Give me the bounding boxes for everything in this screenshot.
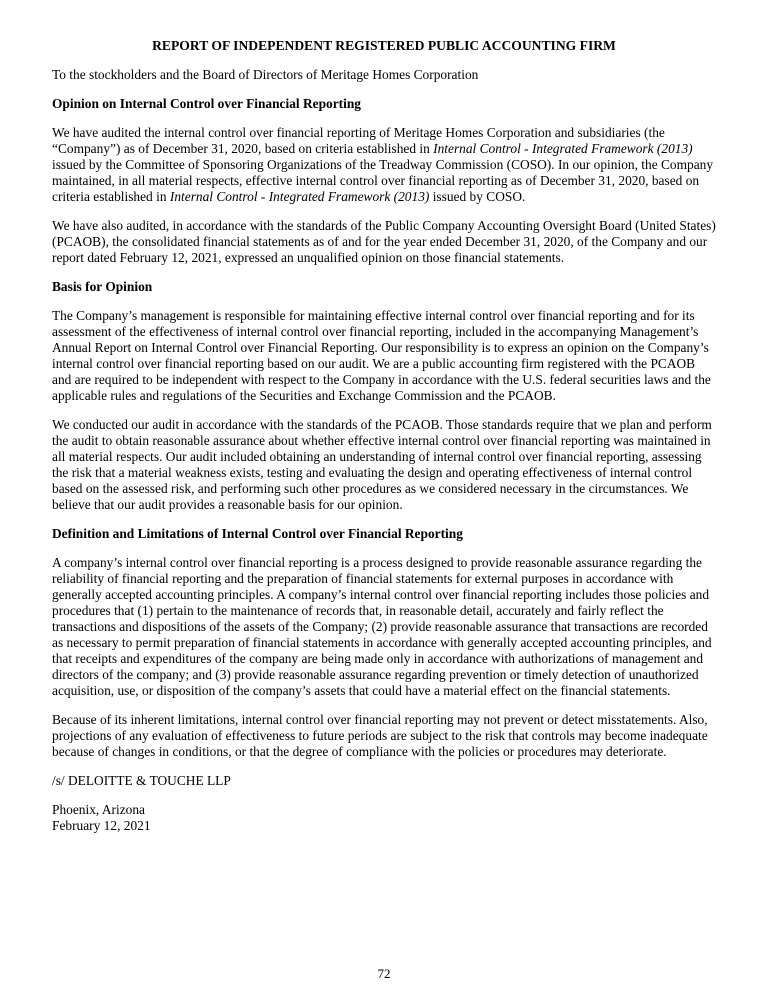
salutation: To the stockholders and the Board of Directors of Meritage Homes Corporation (52, 67, 479, 82)
page-number: 72 (377, 966, 391, 981)
heading-basis-for-opinion: Basis for Opinion (52, 279, 153, 294)
paragraph-basis-1: The Company’s management is responsible for maintaining effective internal control over financial reporting and for its assessment of the effectiveness of internal control over financial reporting, included in the accompanying Management’s Annual Report on Internal Control over Financial Reporting. Our responsibility is to express an opinion on the Company’s internal control over financial reporting based on our audit. We are a public accounting firm registered with the PCAOB and are required to be independent with respect to the Company in accordance with the U.S. federal securities laws and the applicable rules and regulations of the Securities and Exchange Commission and the PCAOB. (52, 308, 711, 403)
signature-date: February 12, 2021 (52, 818, 151, 833)
signature-address-block (52, 802, 716, 834)
signature-location: Phoenix, Arizona (52, 802, 145, 817)
report-title: REPORT OF INDEPENDENT REGISTERED PUBLIC ACCOUNTING FIRM (152, 38, 616, 53)
paragraph-definition-1: A company’s internal control over financial reporting is a process designed to provide reasonable assurance regarding the reliability of financial reporting and the preparation of financial statements for external purposes in accordance with generally accepted accounting principles. A company’s internal control over financial reporting includes those policies and procedures that (1) pertain to the maintenance of records that, in reasonable detail, accurately and fairly reflect the transactions and dispositions of the assets of the Company; (2) provide reasonable assurance that transactions are recorded as necessary to permit preparation of financial statements in accordance with generally accepted accounting principles, and that receipts and expenditures of the company are being made only in accordance with authorizations of management and directors of the company; and (3) provide reasonable assurance regarding prevention or timely detection of unauthorized acquisition, use, or disposition of the company’s assets that could have a material effect on the financial statements. (52, 555, 712, 698)
signature-line: /s/ DELOITTE & TOUCHE LLP (52, 773, 231, 788)
opinion-p1-segment: issued by the Committee of Sponsoring Organizations of the Treadway Commission (COSO). In our opinion, the Company maintained, in all material respects, effective internal control over financial reporting as of December 31, 2020, based on criteria established in (52, 157, 714, 204)
paragraph-definition-2: Because of its inherent limitations, internal control over financial reporting may not prevent or detect misstatements. Also, projections of any evaluation of effectiveness to future periods are subject to the risk that controls may become inadequate because of changes in conditions, or that the degree of compliance with the policies or procedures may deteriorate. (52, 712, 708, 759)
framework-title-italic: Internal Control - Integrated Framework (2013) (433, 141, 693, 156)
heading-opinion-on-internal-control: Opinion on Internal Control over Financial Reporting (52, 96, 362, 111)
heading-definition-limitations: Definition and Limitations of Internal Control over Financial Reporting (52, 526, 463, 541)
opinion-p1-segment: We have audited the internal control over financial reporting of Meritage Homes Corporation and subsidiaries (the “Company”) as of December 31, 2020, based on criteria established in (52, 125, 665, 156)
framework-title-italic: Internal Control - Integrated Framework (2013) (169, 189, 430, 204)
opinion-p1-segment: issued by COSO. (429, 189, 526, 204)
paragraph-basis-2: We conducted our audit in accordance with the standards of the PCAOB. Those standards require that we plan and perform the audit to obtain reasonable assurance about whether effective internal control over financial reporting was maintained in all material respects. Our audit included obtaining an understanding of internal control over financial reporting, assessing the risk that a material weakness exists, testing and evaluating the design and operating effectiveness of internal control based on the assessed risk, and performing such other procedures as we considered necessary in the circumstances. We believe that our audit provides a reasonable basis for our opinion. (52, 417, 712, 512)
paragraph-opinion-2: We have also audited, in accordance with the standards of the Public Company Accounting Oversight Board (United States) (PCAOB), the consolidated financial statements as of and for the year ended December 31, 2020, of the Company and our report dated February 12, 2021, expressed an unqualified opinion on those financial statements. (52, 218, 716, 265)
paragraph-opinion-1 (52, 125, 716, 205)
